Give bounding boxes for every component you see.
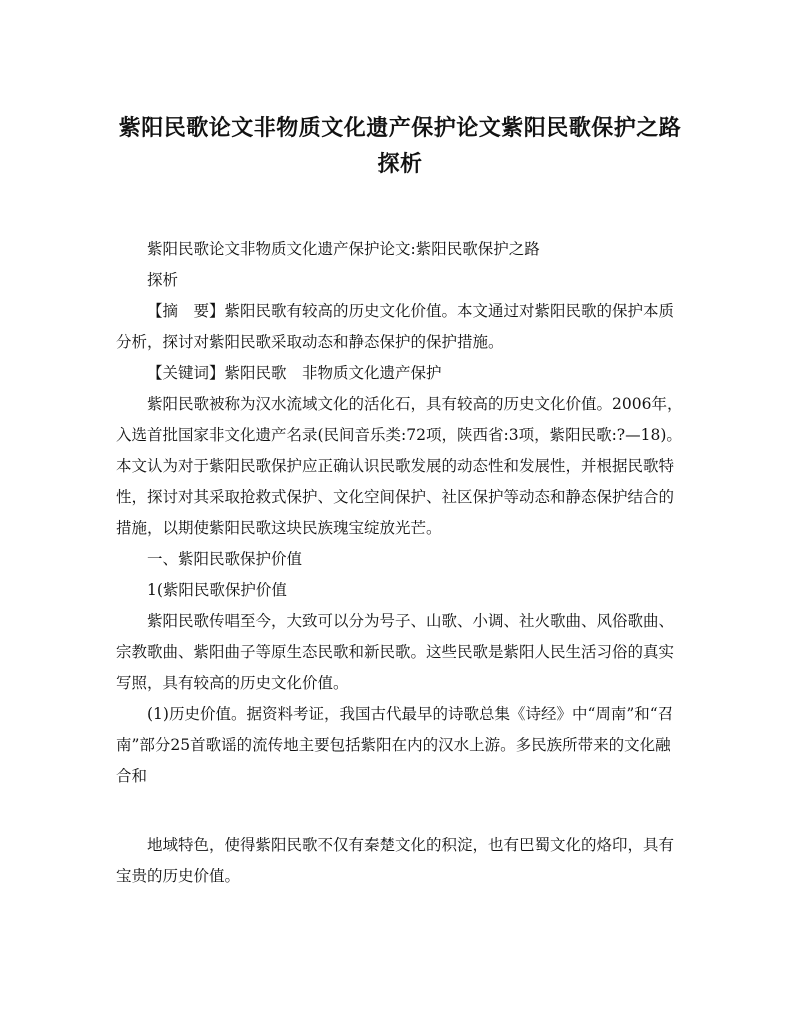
paragraph-subtitle: 紫阳民歌论文非物质文化遗产保护论文:紫阳民歌保护之路 xyxy=(147,240,540,258)
subsection-heading: 1(紫阳民歌保护价值 xyxy=(147,581,287,599)
section-heading: 一、紫阳民歌保护价值 xyxy=(147,550,303,568)
document-body xyxy=(116,234,686,892)
page-break-gap xyxy=(116,792,686,830)
paragraph-intro: 紫阳民歌被称为汉水流域文化的活化石，具有较高的历史文化价值。2006年，入选首批国家非文化遗产名录(民间音乐类:72项，陕西省:3项，紫阳民歌:?—18)。本文认为对于紫阳民歌保护应正确认识民歌发展的动态性和发展性，并根据民歌特性，探讨对其采取抢救式保护、文化空间保护、社区保护等动态和静态保护结合的措施，以期使紫阳民歌这块民族瑰宝绽放光芒。 xyxy=(116,395,683,537)
title-line-1: 紫阳民歌论文非物质文化遗产保护论文紫阳民歌保护之路 xyxy=(118,115,682,141)
paragraph-keywords: 【关键词】紫阳民歌 非物质文化遗产保护 xyxy=(147,364,442,382)
paragraph-regional: 地域特色，使得紫阳民歌不仅有秦楚文化的积淀，也有巴蜀文化的烙印，具有宝贵的历史价值。 xyxy=(116,836,675,885)
paragraph-abstract: 【摘 要】紫阳民歌有较高的历史文化价值。本文通过对紫阳民歌的保护本质分析，探讨对紫阳民歌采取动态和静态保护的保护措施。 xyxy=(116,302,675,351)
paragraph-subtitle-cont: 探析 xyxy=(147,271,179,289)
paragraph-history-value: (1)历史价值。据资料考证，我国古代最早的诗歌总集《诗经》中“周南”和“召南”部分25首歌谣的流传地主要包括紫阳在内的汉水上游。多民族所带来的文化融合和 xyxy=(116,705,674,785)
paragraph-categories: 紫阳民歌传唱至今，大致可以分为号子、山歌、小调、社火歌曲、风俗歌曲、宗教歌曲、紫阳曲子等原生态民歌和新民歌。这些民歌是紫阳人民生活习俗的真实写照，具有较高的历史文化价值。 xyxy=(116,612,675,692)
document-title xyxy=(80,110,720,182)
title-line-2: 探析 xyxy=(377,151,423,177)
